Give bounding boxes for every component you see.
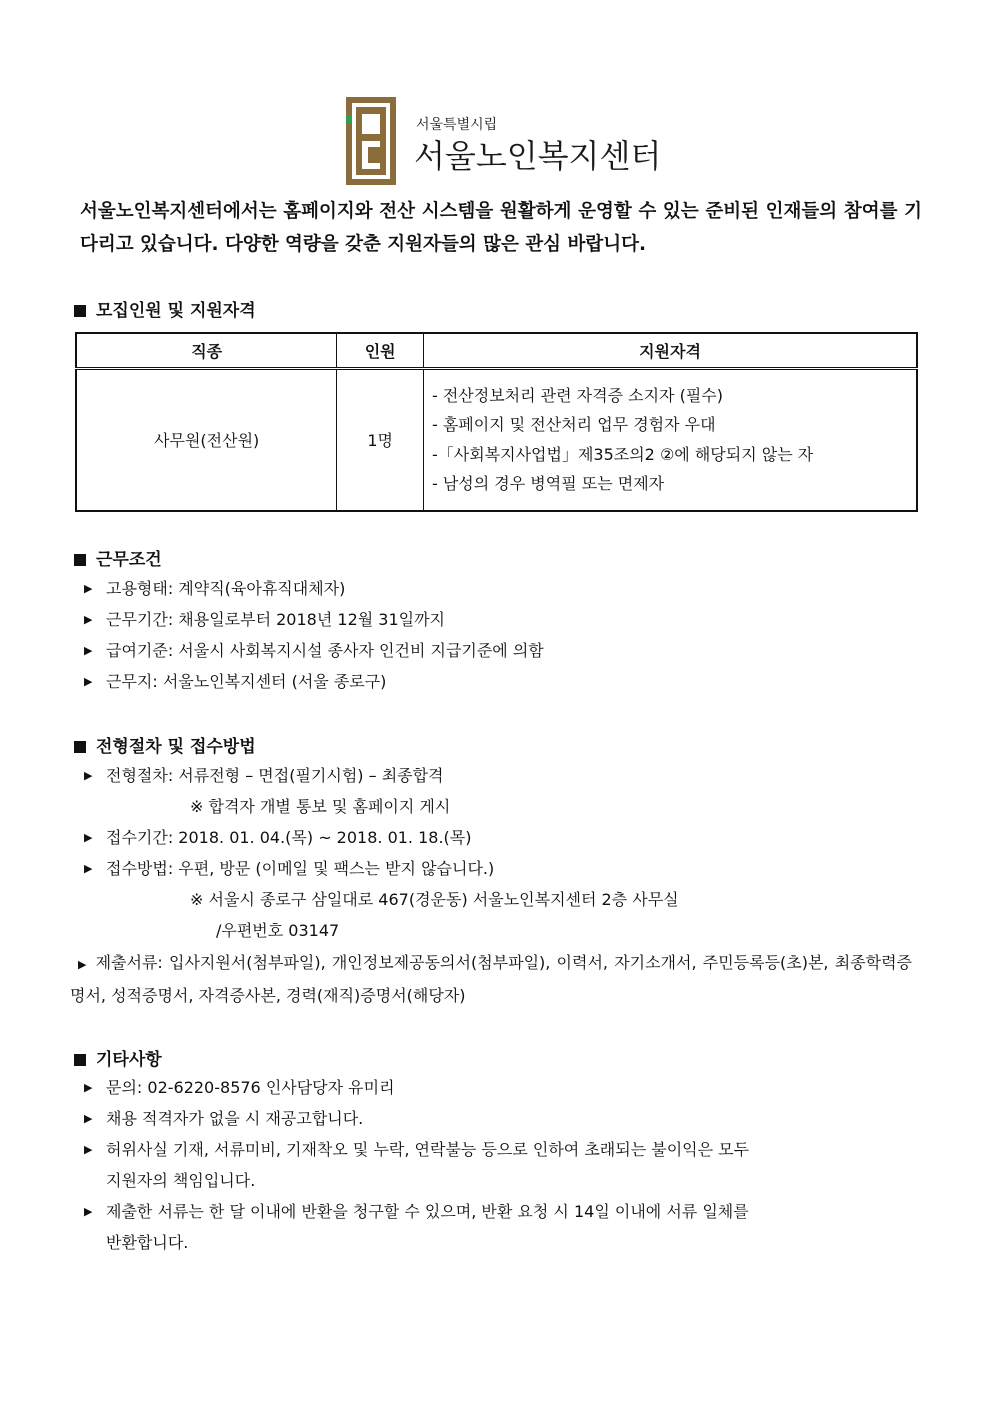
- section-heading-process: 전형절차 및 접수방법: [74, 732, 256, 757]
- triangle-bullet-icon: ▶: [84, 644, 93, 657]
- list-item: ▶ 채용 적격자가 없을 시 재공고합니다.: [78, 1103, 749, 1134]
- list-item: ▶ 제출한 서류는 한 달 이내에 반환을 청구할 수 있으며, 반환 요청 시 14일 이내에 서류 일체를: [78, 1196, 749, 1227]
- square-bullet-icon: [74, 741, 86, 753]
- intro-paragraph: 서울노인복지센터에서는 홈페이지와 전산 시스템을 원활하게 운영할 수 있는 준비된 인재들의 참여를 기다리고 있습니다. 다양한 역량을 갖춘 지원자들의 많은 관심 바랍니다.: [80, 201, 922, 255]
- table-header-row: [76, 333, 917, 368]
- triangle-bullet-icon: ▶: [84, 831, 93, 844]
- misc-list: [78, 1072, 749, 1258]
- qualification-item: - 전산정보처리 관련 자격증 소지자 (필수): [431, 385, 723, 405]
- list-item: ▶ 허위사실 기재, 서류미비, 기재착오 및 누락, 연락불능 등으로 인하여 초래되는 불이익은 모두: [78, 1134, 749, 1165]
- square-bullet-icon: [74, 305, 86, 317]
- org-logo: [346, 97, 662, 189]
- triangle-bullet-icon: ▶: [84, 1205, 93, 1218]
- org-name: 서울노인복지센터: [414, 137, 662, 175]
- center-logo-icon: [346, 97, 396, 185]
- list-item: ▶ 고용형태: 계약직(육아휴직대체자): [78, 573, 544, 604]
- recruit-table: [75, 332, 918, 512]
- col-header-qualification: 지원자격: [423, 333, 917, 368]
- triangle-bullet-icon: ▶: [84, 1112, 93, 1125]
- col-header-job: 직종: [76, 333, 337, 368]
- list-item-continuation: 지원자의 책임입니다.: [106, 1171, 256, 1190]
- qualification-item: - 남성의 경우 병역필 또는 면제자: [431, 474, 665, 494]
- section-heading-recruit: 모집인원 및 지원자격: [74, 296, 256, 321]
- process-list: [78, 760, 679, 946]
- col-header-count: 인원: [337, 333, 424, 368]
- process-note: ※ 합격자 개별 통보 및 홈페이지 게시: [190, 797, 451, 816]
- list-item-continuation: 반환합니다.: [106, 1233, 189, 1252]
- documents-block: [70, 947, 912, 1011]
- triangle-bullet-icon: ▶: [84, 613, 93, 626]
- documents-text: ▶ 제출서류: 입사지원서(첨부파일), 개인정보제공동의서(첨부파일), 이력서, 자기소개서, 주민등록등(초)본, 최종학력증명서, 성적증명서, 자격증사본, 경력(재직)증명서(해당자): [70, 953, 912, 1005]
- count-cell: 1명: [337, 368, 424, 511]
- list-item: ▶ 접수방법: 우편, 방문 (이메일 및 팩스는 받지 않습니다.): [78, 853, 679, 884]
- list-item: ▶ 전형절차: 서류전형 – 면접(필기시험) – 최종합격: [78, 760, 679, 791]
- triangle-bullet-icon: ▶: [84, 675, 93, 688]
- square-bullet-icon: [74, 554, 86, 566]
- table-row: [76, 368, 917, 511]
- triangle-bullet-icon: ▶: [84, 769, 93, 782]
- list-item: ▶ 근무기간: 채용일로부터 2018년 12월 31일까지: [78, 604, 544, 635]
- list-item: ▶ 근무지: 서울노인복지센터 (서울 종로구): [78, 666, 544, 697]
- qualification-item: -「사회복지사업법」제35조의2 ②에 해당되지 않는 자: [431, 444, 814, 464]
- triangle-bullet-icon: ▶: [84, 862, 93, 875]
- square-bullet-icon: [74, 1054, 86, 1066]
- triangle-bullet-icon: ▶: [84, 1081, 93, 1094]
- list-item: ▶ 급여기준: 서울시 사회복지시설 종사자 인건비 지급기준에 의함: [78, 635, 544, 666]
- postal-code-note: /우편번호 03147: [216, 921, 340, 940]
- section-heading-conditions: 근무조건: [74, 545, 162, 570]
- qualification-item: - 홈페이지 및 전산처리 업무 경험자 우대: [431, 415, 716, 435]
- list-item: ▶ 문의: 02-6220-8576 인사담당자 유미리: [78, 1072, 749, 1103]
- triangle-bullet-icon: ▶: [84, 1143, 93, 1156]
- org-subtitle: 서울특별시립: [416, 117, 498, 133]
- list-item: ▶ 접수기간: 2018. 01. 04.(목) ~ 2018. 01. 18.(목): [78, 822, 679, 853]
- qualification-cell: [423, 368, 917, 511]
- address-note: ※ 서울시 종로구 삼일대로 467(경운동) 서울노인복지센터 2층 사무실: [190, 890, 679, 909]
- conditions-list: [78, 573, 544, 697]
- job-cell: 사무원(전산원): [76, 368, 337, 511]
- section-heading-misc: 기타사항: [74, 1045, 162, 1070]
- triangle-bullet-icon: ▶: [84, 582, 93, 595]
- triangle-bullet-icon: ▶: [78, 958, 88, 971]
